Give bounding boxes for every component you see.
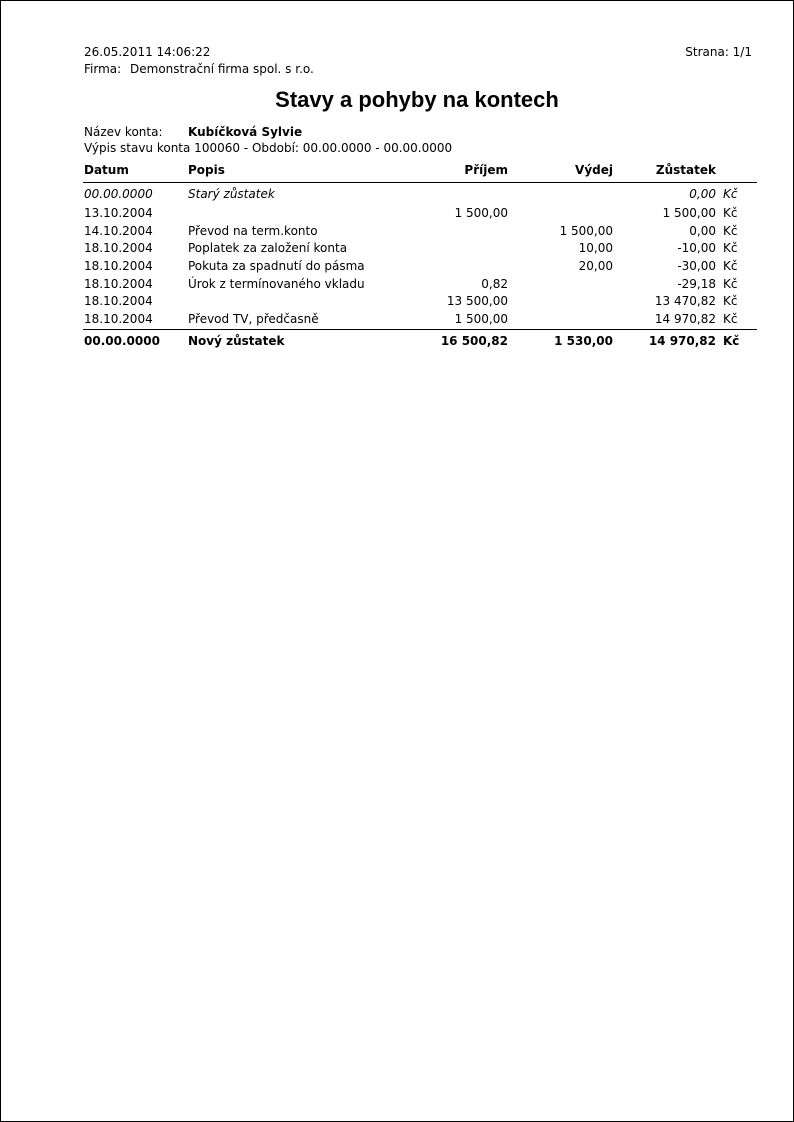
row-income: 1 500,00 <box>454 312 508 326</box>
row-expense: 20,00 <box>578 259 613 273</box>
opening-balance: 0,00 <box>689 187 716 201</box>
row-currency: Kč <box>723 206 738 220</box>
total-income: 16 500,82 <box>440 334 508 348</box>
table-row <box>1 294 793 312</box>
account-name-label: Název konta: <box>84 125 163 139</box>
row-income: 1 500,00 <box>454 206 508 220</box>
row-income: 13 500,00 <box>446 294 508 308</box>
closing-balance: 14 970,82 <box>648 334 716 348</box>
row-balance: -30,00 <box>677 259 716 273</box>
row-balance: 0,00 <box>689 224 716 238</box>
table-row <box>1 224 793 242</box>
row-balance: 13 470,82 <box>654 294 716 308</box>
row-description: Pokuta za spadnutí do pásma <box>188 259 365 273</box>
row-date: 18.10.2004 <box>84 259 153 273</box>
row-balance: -10,00 <box>677 241 716 255</box>
totals-divider <box>83 329 757 330</box>
column-header-date: Datum <box>84 163 129 177</box>
statement-info: Výpis stavu konta 100060 - Období: 00.00.0000 - 00.00.0000 <box>84 141 453 155</box>
row-currency: Kč <box>723 259 738 273</box>
column-header-description: Popis <box>188 163 225 177</box>
row-description: Převod na term.konto <box>188 224 318 238</box>
row-currency: Kč <box>723 277 738 291</box>
row-income: 0,82 <box>481 277 508 291</box>
table-header <box>1 163 793 181</box>
opening-balance-row <box>1 187 793 205</box>
row-date: 18.10.2004 <box>84 277 153 291</box>
table-row <box>1 277 793 295</box>
row-balance: 1 500,00 <box>662 206 716 220</box>
print-datetime: 26.05.2011 14:06:22 <box>84 45 211 59</box>
account-name-value: Kubíčková Sylvie <box>188 125 303 139</box>
company-name: Demonstrační firma spol. s r.o. <box>130 62 314 76</box>
row-date: 14.10.2004 <box>84 224 153 238</box>
row-currency: Kč <box>723 224 738 238</box>
table-row <box>1 206 793 224</box>
row-balance: -29,18 <box>677 277 716 291</box>
closing-description: Nový zůstatek <box>188 334 285 348</box>
row-description: Převod TV, předčasně <box>188 312 319 326</box>
table-row <box>1 259 793 277</box>
row-currency: Kč <box>723 241 738 255</box>
row-currency: Kč <box>723 312 738 326</box>
closing-date: 00.00.0000 <box>84 334 160 348</box>
row-date: 18.10.2004 <box>84 241 153 255</box>
row-description: Poplatek za založení konta <box>188 241 348 255</box>
opening-date: 00.00.0000 <box>84 187 153 201</box>
row-date: 18.10.2004 <box>84 312 153 326</box>
row-expense: 1 500,00 <box>559 224 613 238</box>
row-date: 13.10.2004 <box>84 206 153 220</box>
row-balance: 14 970,82 <box>654 312 716 326</box>
column-header-income: Příjem <box>464 163 508 177</box>
report-title: Stavy a pohyby na kontech <box>275 87 559 112</box>
row-date: 18.10.2004 <box>84 294 153 308</box>
opening-description: Starý zůstatek <box>188 187 275 201</box>
row-currency: Kč <box>723 294 738 308</box>
column-header-expense: Výdej <box>575 163 613 177</box>
row-description: Úrok z termínovaného vkladu <box>188 277 365 291</box>
table-row <box>1 312 793 330</box>
closing-currency: Kč <box>723 334 740 348</box>
row-expense: 10,00 <box>578 241 613 255</box>
header-divider <box>83 182 757 183</box>
company-label: Firma: <box>84 62 122 76</box>
closing-balance-row <box>1 334 793 352</box>
table-row <box>1 241 793 259</box>
total-expense: 1 530,00 <box>554 334 613 348</box>
opening-currency: Kč <box>723 187 738 201</box>
page-number: Strana: 1/1 <box>685 45 752 59</box>
column-header-balance: Zůstatek <box>655 163 716 177</box>
